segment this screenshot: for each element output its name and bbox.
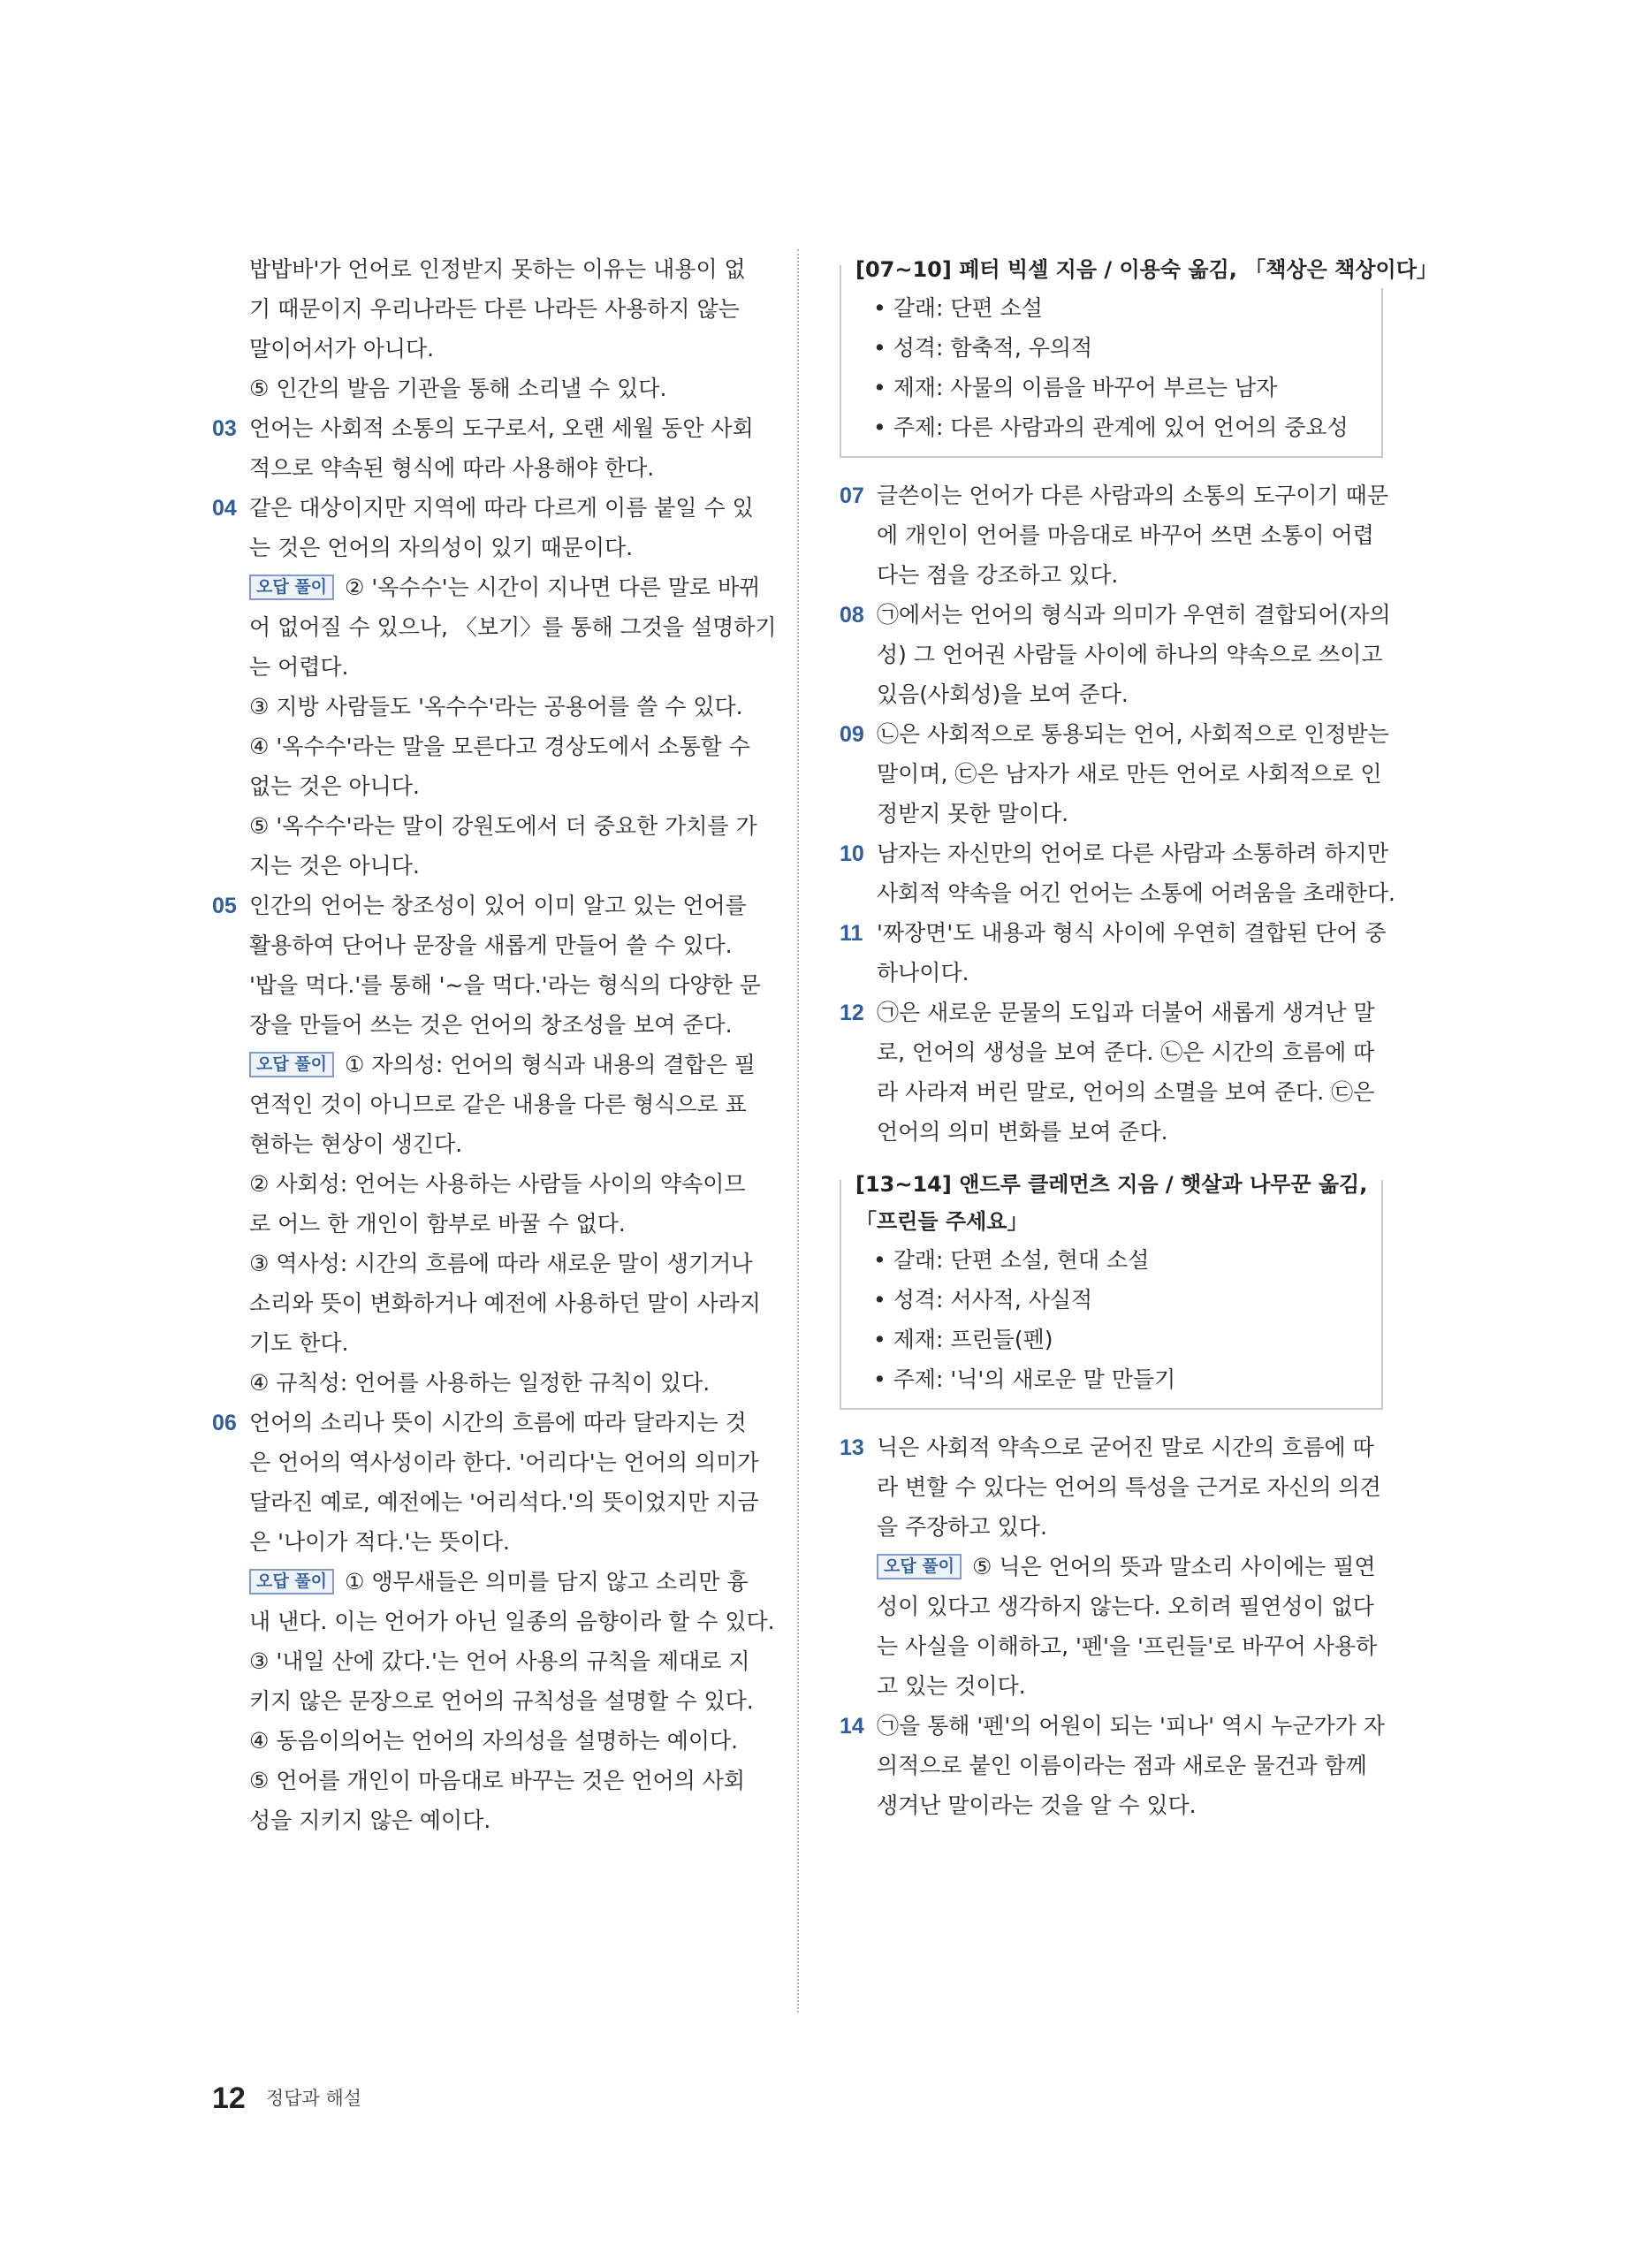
line-text: 밥밥바'가 언어로 인정받지 못하는 이유는 내용이 없 bbox=[249, 256, 746, 282]
line-text: 라 변할 수 있다는 언어의 특성을 근거로 자신의 의견 bbox=[877, 1474, 1381, 1500]
line-text: ⑤ '옥수수'라는 말이 강원도에서 더 중요한 가치를 가 bbox=[249, 813, 757, 839]
answer-item-start bbox=[840, 913, 1387, 953]
line-text: ③ 역사성: 시간의 흐름에 따라 새로운 말이 생기거나 bbox=[249, 1251, 753, 1276]
source-box-item: • 성격: 서사적, 사실적 bbox=[873, 1287, 1093, 1313]
text-line bbox=[840, 1785, 1383, 1825]
line-text: 은 '나이가 적다.'는 뜻이다. bbox=[249, 1529, 510, 1555]
line-text: ⑤ 언어를 개인이 마음대로 바꾸는 것은 언어의 사회 bbox=[249, 1768, 746, 1793]
line-text: 같은 대상이지만 지역에 따라 다르게 이름 붙일 수 있 bbox=[249, 495, 754, 521]
text-line bbox=[840, 754, 1383, 794]
line-text: '짜장면'도 내용과 형식 사이에 우연히 결합된 단어 중 bbox=[877, 920, 1387, 946]
text-line bbox=[840, 794, 1383, 833]
line-text: 성이 있다고 생각하지 않는다. 오히려 필연성이 없다 bbox=[877, 1594, 1374, 1619]
line-text: ㉡은 사회적으로 통용되는 언어, 사회적으로 인정받는 bbox=[877, 721, 1389, 747]
line-text: 적으로 약속된 형식에 따라 사용해야 한다. bbox=[249, 455, 655, 481]
text-line bbox=[840, 1072, 1383, 1112]
source-box-item: • 제재: 프린들(펜) bbox=[873, 1327, 1053, 1352]
line-text: ① 자의성: 언어의 형식과 내용의 결합은 필 bbox=[345, 1052, 756, 1077]
text-line bbox=[840, 873, 1395, 913]
text-line bbox=[840, 1626, 1383, 1666]
line-text: ③ 지방 사람들도 '옥수수'라는 공용어를 쓸 수 있다. bbox=[249, 694, 743, 719]
text-line bbox=[212, 1522, 756, 1562]
question-number: 11 bbox=[840, 921, 863, 946]
line-text: 언어의 소리나 뜻이 시간의 흐름에 따라 달라지는 것 bbox=[249, 1410, 747, 1435]
source-box-item: • 갈래: 단편 소설 bbox=[873, 295, 1043, 321]
question-number: 13 bbox=[840, 1435, 864, 1460]
text-line bbox=[212, 1005, 756, 1045]
text-line bbox=[212, 1761, 756, 1800]
text-line bbox=[212, 567, 761, 607]
text-line bbox=[212, 607, 777, 647]
text-line bbox=[840, 1587, 1383, 1626]
text-line bbox=[212, 1800, 756, 1840]
line-text: 있음(사회성)을 보여 준다. bbox=[877, 681, 1129, 707]
line-text: 하나이다. bbox=[877, 960, 969, 986]
source-box-13-14 bbox=[840, 1172, 1383, 1410]
page-number: 12 bbox=[212, 2082, 246, 2115]
text-line bbox=[212, 1442, 759, 1482]
text-line bbox=[212, 1085, 756, 1124]
line-text: 말이어서가 아니다. bbox=[249, 336, 435, 362]
source-box-item: • 주제: '닉'의 새로운 말 만들기 bbox=[873, 1366, 1176, 1392]
line-text: 사회적 약속을 어긴 언어는 소통에 어려움을 초래한다. bbox=[877, 880, 1395, 906]
line-text: ④ '옥수수'라는 말을 모른다고 경상도에서 소통할 수 bbox=[249, 734, 750, 759]
text-line bbox=[212, 1283, 761, 1323]
page-label: 정답과 해설 bbox=[265, 2088, 362, 2109]
text-line bbox=[212, 647, 756, 687]
line-text: 성을 지키지 않은 예이다. bbox=[249, 1808, 491, 1833]
text-line bbox=[212, 1363, 756, 1403]
source-box-title: [07~10] 페터 빅셀 지음 / 이용숙 옮김, 「책상은 책상이다」 bbox=[850, 251, 1445, 288]
answer-item-start bbox=[840, 1706, 1383, 1746]
text-line bbox=[840, 555, 1383, 595]
answer-item-start bbox=[840, 833, 1388, 873]
line-text: 남자는 자신만의 언어로 다른 사람과 소통하려 하지만 bbox=[877, 841, 1388, 866]
question-number: 08 bbox=[840, 603, 864, 628]
line-text: 닉은 사회적 약속으로 굳어진 말로 시간의 흐름에 따 bbox=[877, 1435, 1374, 1460]
line-text: 인간의 언어는 창조성이 있어 이미 알고 있는 언어를 bbox=[249, 893, 747, 918]
answer-item-start bbox=[840, 595, 1391, 635]
line-text: 는 어렵다. bbox=[249, 654, 349, 680]
line-text: 소리와 뜻이 변화하거나 예전에 사용하던 말이 사라지 bbox=[249, 1290, 761, 1316]
line-text: 말이며, ㉢은 남자가 새로 만든 언어로 사회적으로 인 bbox=[877, 761, 1382, 787]
line-text: 현하는 현상이 생긴다. bbox=[249, 1131, 463, 1157]
line-text: 내 낸다. 이는 언어가 아닌 일종의 음향이라 할 수 있다. bbox=[249, 1609, 775, 1634]
wrong-answer-badge: 오답 풀이 bbox=[249, 1052, 334, 1077]
line-text: 키지 않은 문장으로 언어의 규칙성을 설명할 수 있다. bbox=[249, 1688, 754, 1714]
text-line bbox=[840, 515, 1383, 555]
line-text: '밥을 먹다.'를 통해 '~을 먹다.'라는 형식의 다양한 문 bbox=[249, 972, 761, 998]
question-number: 06 bbox=[212, 1411, 237, 1435]
line-text: 에 개인이 언어를 마음대로 바꾸어 쓰면 소통이 어렵 bbox=[877, 522, 1374, 548]
text-line bbox=[840, 1666, 1383, 1706]
text-line bbox=[212, 249, 756, 289]
wrong-answer-badge: 오답 풀이 bbox=[249, 1569, 334, 1594]
line-text: ③ '내일 산에 갔다.'는 언어 사용의 규칙을 제대로 지 bbox=[249, 1648, 750, 1674]
line-text: ⑤ 인간의 발음 기관을 통해 소리낼 수 있다. bbox=[249, 376, 667, 401]
text-line bbox=[840, 1032, 1383, 1072]
line-text: ㉠을 통해 '펜'의 어원이 되는 '피나' 역시 누군가가 자 bbox=[877, 1713, 1385, 1739]
text-line bbox=[840, 953, 1383, 993]
line-text: 언어는 사회적 소통의 도구로서, 오랜 세월 동안 사회 bbox=[249, 415, 754, 441]
line-text: 는 것은 언어의 자의성이 있기 때문이다. bbox=[249, 535, 634, 560]
question-number: 09 bbox=[840, 722, 864, 747]
question-number: 12 bbox=[840, 1001, 864, 1025]
text-line bbox=[212, 1681, 756, 1721]
answer-item-start bbox=[840, 1427, 1383, 1467]
line-text: 정받지 못한 말이다. bbox=[877, 801, 1069, 826]
question-number: 05 bbox=[212, 894, 237, 918]
line-text: 달라진 예로, 예전에는 '어리석다.'의 뜻이었지만 지금 bbox=[249, 1489, 759, 1515]
text-line bbox=[212, 727, 756, 766]
source-box-title: [13~14] 앤드루 클레먼츠 지음 / 햇살과 나무꾼 옮김, bbox=[850, 1166, 1374, 1203]
source-box-item: • 제재: 사물의 이름을 바꾸어 부르는 남자 bbox=[873, 375, 1278, 400]
line-text: 고 있는 것이다. bbox=[877, 1673, 1026, 1699]
source-box-item: • 갈래: 단편 소설, 현대 소설 bbox=[873, 1247, 1150, 1273]
wrong-answer-badge: 오답 풀이 bbox=[249, 575, 334, 600]
question-number: 07 bbox=[840, 483, 864, 508]
line-text: 성) 그 언어권 사람들 사이에 하나의 약속으로 쓰이고 bbox=[877, 642, 1383, 667]
page-footer bbox=[212, 2082, 361, 2116]
text-line bbox=[840, 1507, 1383, 1547]
text-line bbox=[212, 329, 756, 369]
line-text: 다는 점을 강조하고 있다. bbox=[877, 562, 1119, 588]
question-number: 04 bbox=[212, 496, 237, 521]
answer-item-start bbox=[840, 714, 1389, 754]
text-line bbox=[212, 1323, 756, 1363]
text-line bbox=[212, 528, 756, 567]
text-line bbox=[840, 1467, 1383, 1507]
text-line bbox=[212, 1244, 756, 1283]
source-box-head bbox=[857, 1166, 1367, 1203]
line-text: 지는 것은 아니다. bbox=[249, 853, 420, 879]
text-line bbox=[212, 1641, 756, 1681]
answer-item-start bbox=[212, 408, 756, 448]
text-line bbox=[212, 806, 756, 846]
text-line bbox=[212, 1045, 756, 1085]
text-line bbox=[840, 635, 1383, 674]
line-text: 글쓴이는 언어가 다른 사람과의 소통의 도구이기 때문 bbox=[877, 483, 1388, 508]
question-number: 03 bbox=[212, 416, 237, 441]
text-line bbox=[212, 1482, 759, 1522]
text-line bbox=[212, 1562, 756, 1602]
answer-item-start bbox=[840, 476, 1388, 515]
text-line bbox=[212, 1204, 756, 1244]
text-line bbox=[212, 766, 756, 806]
left-column bbox=[212, 249, 777, 1840]
line-text: 을 주장하고 있다. bbox=[877, 1514, 1047, 1540]
wrong-answer-badge: 오답 풀이 bbox=[877, 1554, 962, 1579]
line-text: ① 앵무새들은 의미를 담지 않고 소리만 흉 bbox=[345, 1569, 749, 1594]
right-column bbox=[840, 249, 1438, 1825]
answer-item-start bbox=[840, 993, 1383, 1032]
answer-item-start bbox=[212, 488, 756, 528]
line-text: 기도 한다. bbox=[249, 1330, 349, 1356]
answer-item-start bbox=[212, 1403, 756, 1442]
line-text: 기 때문이지 우리나라든 다른 나라든 사용하지 않는 bbox=[249, 296, 740, 322]
line-text: 어 없어질 수 있으나, 〈보기〉를 통해 그것을 설명하기 bbox=[249, 614, 777, 640]
text-line bbox=[212, 448, 756, 488]
text-line bbox=[212, 289, 756, 329]
source-box-title-line2: 「프린들 주세요」 bbox=[850, 1203, 1035, 1240]
line-text: ㉠에서는 언어의 형식과 의미가 우연히 결합되어(자의 bbox=[877, 602, 1391, 628]
line-text: 로, 언어의 생성을 보여 준다. ㉡은 시간의 흐름에 따 bbox=[877, 1039, 1375, 1065]
text-line bbox=[212, 1721, 756, 1761]
text-line bbox=[212, 369, 756, 408]
text-line bbox=[212, 925, 756, 965]
column-divider bbox=[797, 249, 799, 2013]
line-text: ④ 동음이의어는 언어의 자의성을 설명하는 예이다. bbox=[249, 1728, 739, 1754]
line-text: ② '옥수수'는 시간이 지나면 다른 말로 바뀌 bbox=[345, 575, 761, 600]
answer-item-start bbox=[212, 886, 756, 925]
line-text: ② 사회성: 언어는 사용하는 사람들 사이의 약속이므 bbox=[249, 1171, 746, 1197]
line-text: 의적으로 붙인 이름이라는 점과 새로운 물건과 함께 bbox=[877, 1753, 1367, 1778]
line-text: 연적인 것이 아니므로 같은 내용을 다른 형식으로 표 bbox=[249, 1092, 747, 1117]
text-line bbox=[212, 687, 756, 727]
text-line bbox=[840, 1746, 1383, 1785]
line-text: 장을 만들어 쓰는 것은 언어의 창조성을 보여 준다. bbox=[249, 1012, 733, 1038]
source-box-head bbox=[855, 251, 1438, 288]
line-text: ㉠은 새로운 문물의 도입과 더불어 새롭게 생겨난 말 bbox=[877, 1000, 1375, 1025]
line-text: ⑤ 닉은 언어의 뜻과 말소리 사이에는 필연 bbox=[972, 1554, 1376, 1579]
text-line bbox=[840, 1112, 1383, 1152]
source-box-item: • 성격: 함축적, 우의적 bbox=[873, 335, 1093, 361]
line-text: 활용하여 단어나 문장을 새롭게 만들어 쓸 수 있다. bbox=[249, 932, 733, 958]
line-text: 없는 것은 아니다. bbox=[249, 773, 420, 799]
text-line bbox=[212, 965, 761, 1005]
question-number: 14 bbox=[840, 1714, 864, 1739]
text-line bbox=[212, 1164, 756, 1204]
line-text: 라 사라져 버린 말로, 언어의 소멸을 보여 준다. ㉢은 bbox=[877, 1079, 1375, 1105]
source-box-07-10 bbox=[840, 257, 1438, 458]
question-number: 10 bbox=[840, 841, 864, 866]
text-line bbox=[212, 846, 756, 886]
text-line bbox=[840, 1547, 1383, 1587]
text-line bbox=[212, 1124, 756, 1164]
line-text: 언어의 의미 변화를 보여 준다. bbox=[877, 1119, 1168, 1145]
line-text: ④ 규칙성: 언어를 사용하는 일정한 규칙이 있다. bbox=[249, 1370, 711, 1396]
text-line bbox=[212, 1602, 775, 1641]
line-text: 는 사실을 이해하고, '펜'을 '프린들'로 바꾸어 사용하 bbox=[877, 1633, 1378, 1659]
line-text: 로 어느 한 개인이 함부로 바꿀 수 없다. bbox=[249, 1211, 626, 1237]
source-box-item: • 주제: 다른 사람과의 관계에 있어 언어의 중요성 bbox=[873, 415, 1349, 440]
text-line bbox=[840, 674, 1383, 714]
line-text: 생겨난 말이라는 것을 알 수 있다. bbox=[877, 1792, 1197, 1818]
line-text: 은 언어의 역사성이라 한다. '어리다'는 언어의 의미가 bbox=[249, 1450, 759, 1475]
